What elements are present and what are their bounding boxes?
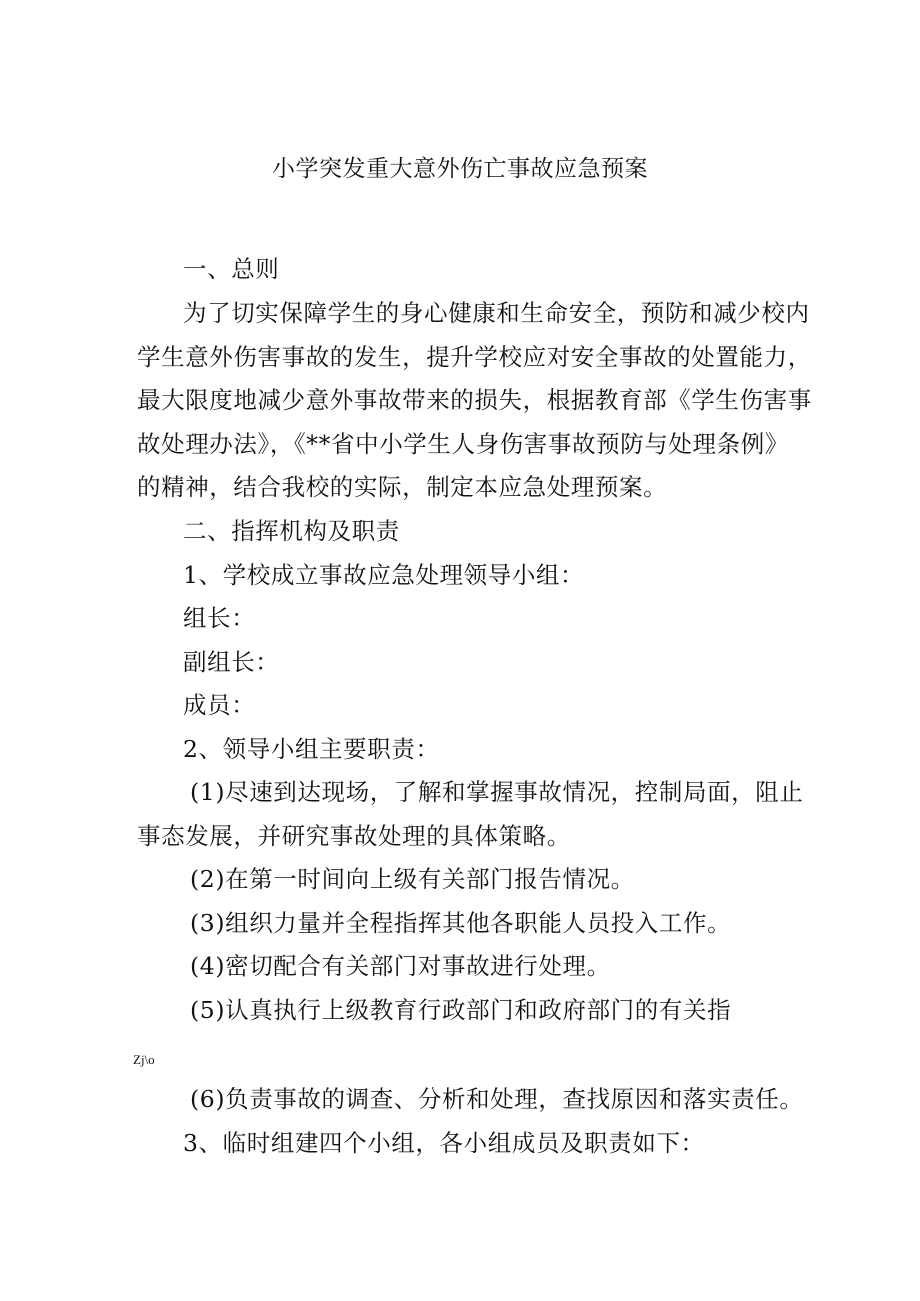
paragraph-line: 学生意外伤害事故的发生，提升学校应对安全事故的处置能力， (137, 343, 812, 371)
document-title: 小学突发重大意外伤亡事故应急预案 (272, 156, 648, 182)
list-item: 成员： (183, 691, 256, 719)
list-item: 副组长： (183, 648, 280, 676)
paragraph-line: 事态发展，并研究事故处理的具体策略。 (137, 822, 571, 850)
list-item: (4)密切配合有关部门对事故进行处理。 (190, 952, 611, 980)
list-item: (6)负责事故的调查、分析和处理，查找原因和落实责任。 (190, 1085, 804, 1113)
list-item: 1、学校成立事故应急处理领导小组： (183, 561, 585, 589)
paragraph-line: 故处理办法》，《**省中小学生人身伤害事故预防与处理条例》 (137, 430, 789, 458)
list-item: (3)组织力量并全程指挥其他各职能人员投入工作。 (190, 909, 732, 937)
list-item: (5)认真执行上级教育行政部门和政府部门的有关指 (190, 996, 732, 1024)
paragraph-line: 为了切实保障学生的身心健康和生命安全，预防和减少校内 (183, 299, 810, 327)
paragraph-line: 最大限度地减少意外事故带来的损失，根据教育部《学生伤害事 (137, 386, 812, 414)
list-item: (1)尽速到达现场，了解和掌握事故情况，控制局面，阻止 (190, 778, 804, 806)
list-item: 组长： (183, 604, 256, 632)
paragraph-line: 的精神，结合我校的实际，制定本应急处理预案。 (137, 473, 668, 501)
section-heading-general: 一、总则 (183, 255, 280, 283)
list-item: 2、领导小组主要职责： (183, 735, 440, 763)
stray-mark: Zj\o (133, 1052, 155, 1067)
list-item: 3、临时组建四个小组，各小组成员及职责如下： (183, 1129, 705, 1157)
section-heading-command: 二、指挥机构及职责 (183, 517, 400, 545)
list-item: (2)在第一时间向上级有关部门报告情况。 (190, 865, 635, 893)
